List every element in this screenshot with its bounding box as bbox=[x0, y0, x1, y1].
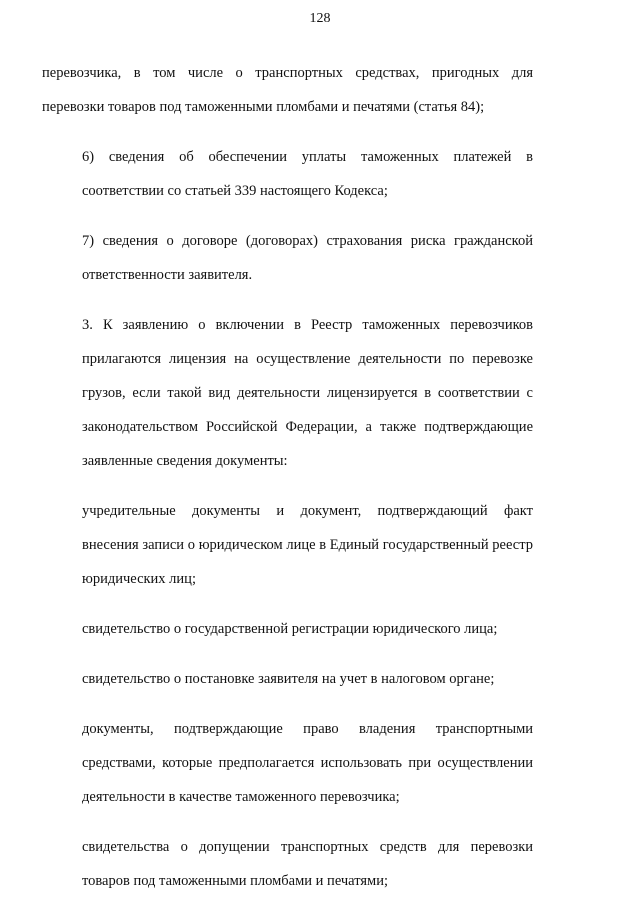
paragraph-line: перевозки товаров под таможенными пломбами и печатями (статья 84); bbox=[42, 99, 485, 115]
paragraph-line: средствами, которые предполагается использовать при осуществлении bbox=[82, 755, 533, 771]
paragraph-line: учредительные документы и документ, подтверждающий факт bbox=[82, 503, 533, 519]
paragraph-line: юридических лиц; bbox=[82, 571, 196, 587]
paragraph-line: деятельности в качестве таможенного перевозчика; bbox=[82, 789, 400, 805]
paragraph-line: прилагаются лицензия на осуществление деятельности по перевозке bbox=[82, 351, 533, 367]
paragraph-1 bbox=[42, 56, 533, 124]
paragraph-5 bbox=[42, 494, 533, 596]
paragraph-line: заявленные сведения документы: bbox=[82, 453, 288, 469]
paragraph-line: товаров под таможенными пломбами и печатями; bbox=[82, 873, 389, 889]
paragraph-line: 6) сведения об обеспечении уплаты таможенных платежей в bbox=[82, 149, 533, 165]
paragraph-3 bbox=[42, 224, 533, 292]
paragraph-line: ответственности заявителя. bbox=[82, 267, 253, 283]
paragraph-line: 7) сведения о договоре (договорах) страхования риска гражданской bbox=[82, 233, 533, 249]
paragraph-line: свидетельства о допущении транспортных средств для перевозки bbox=[82, 839, 533, 855]
paragraph-line: законодательством Российской Федерации, а также подтверждающие bbox=[82, 419, 533, 435]
paragraph-line: свидетельство о постановке заявителя на учет в налоговом органе; bbox=[82, 671, 495, 687]
paragraph-6 bbox=[42, 612, 533, 646]
paragraph-9 bbox=[42, 830, 533, 898]
document-body bbox=[42, 56, 533, 914]
paragraph-line: документы, подтверждающие право владения транспортными bbox=[82, 721, 533, 737]
paragraph-line: грузов, если такой вид деятельности лицензируется в соответствии с bbox=[82, 385, 533, 401]
page-number: 128 bbox=[309, 11, 331, 26]
paragraph-line: 3. К заявлению о включении в Реестр таможенных перевозчиков bbox=[82, 317, 533, 333]
paragraph-2 bbox=[42, 140, 533, 208]
paragraph-line: перевозчика, в том числе о транспортных средствах, пригодных для bbox=[42, 65, 533, 81]
paragraph-line: внесения записи о юридическом лице в Единый государственный реестр bbox=[82, 537, 533, 553]
paragraph-line: свидетельство о государственной регистрации юридического лица; bbox=[82, 621, 498, 637]
paragraph-line: соответствии со статьей 339 настоящего Кодекса; bbox=[82, 183, 388, 199]
paragraph-8 bbox=[42, 712, 533, 814]
paragraph-7 bbox=[42, 662, 533, 696]
paragraph-4 bbox=[42, 308, 533, 478]
